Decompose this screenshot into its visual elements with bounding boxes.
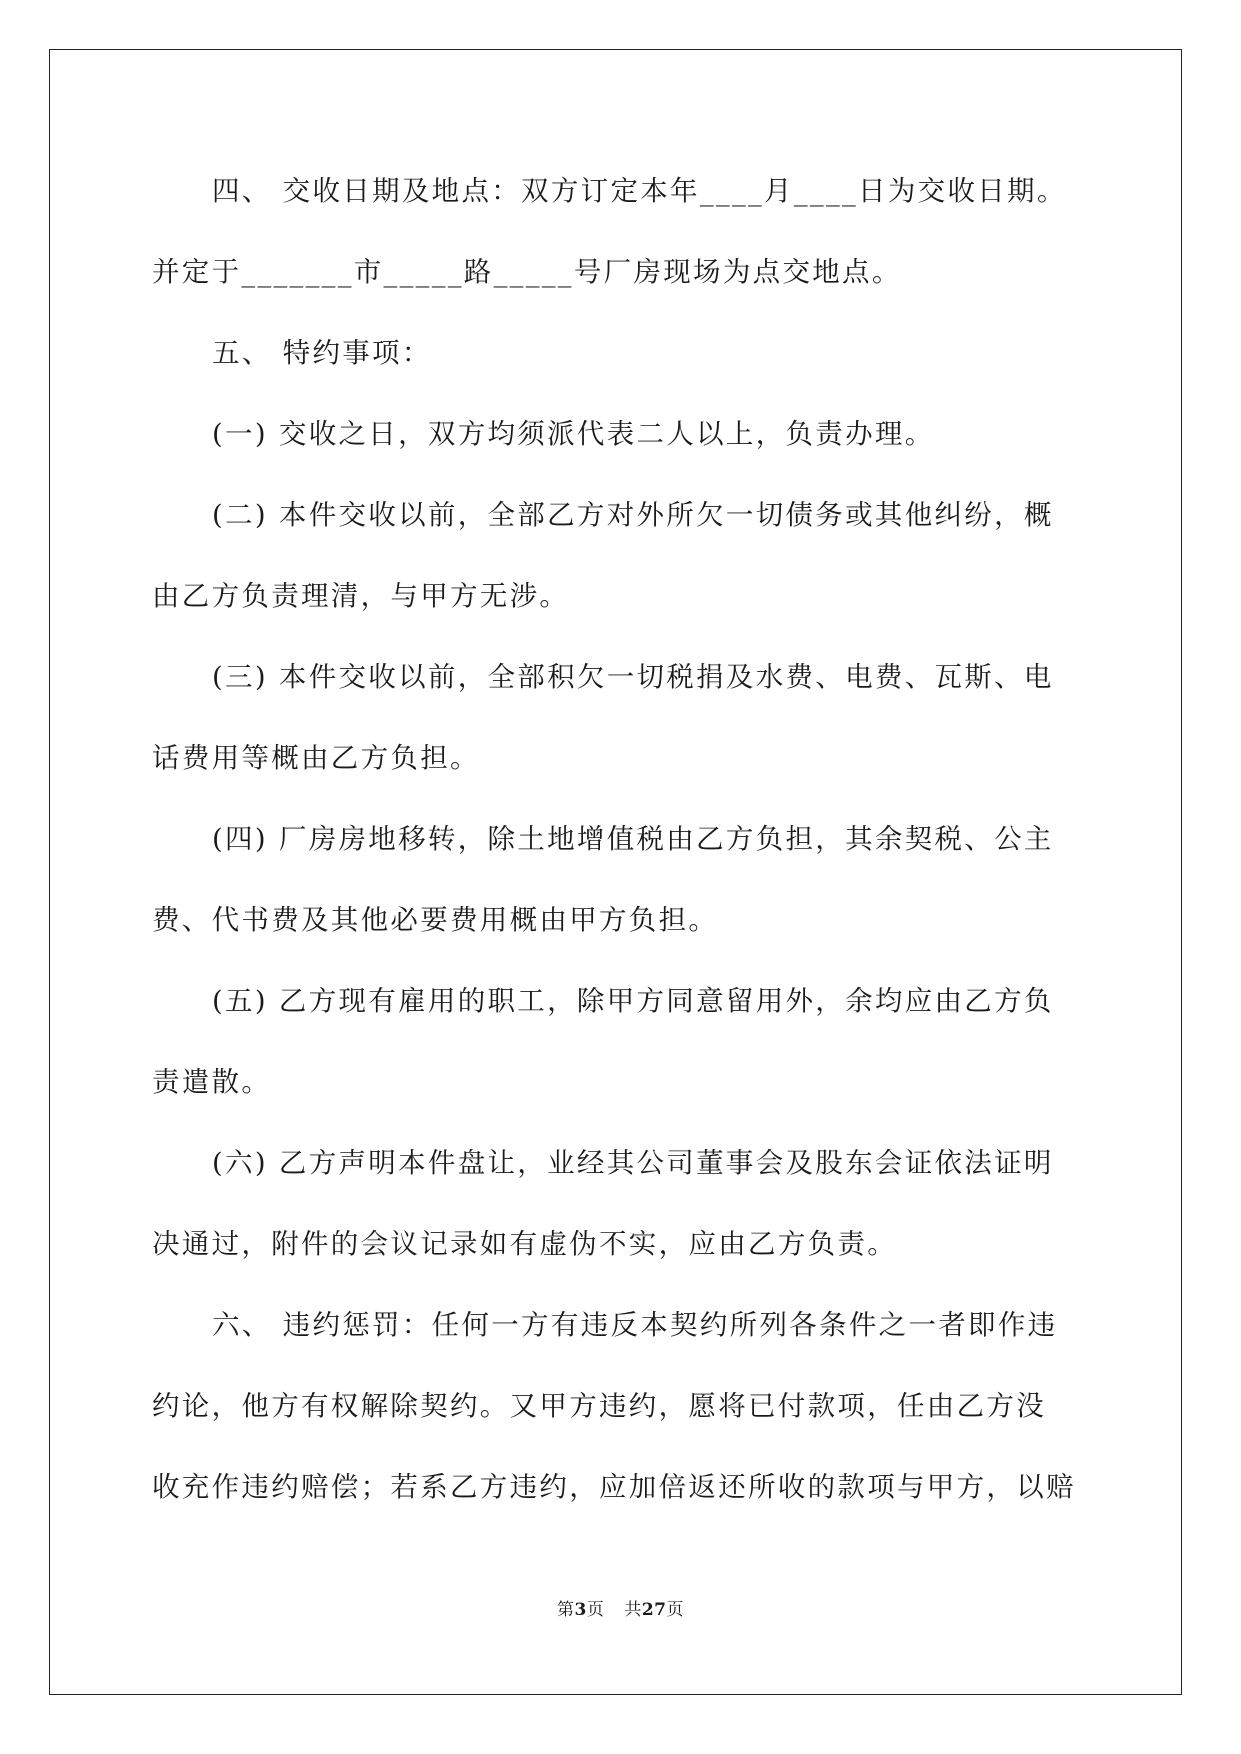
paragraph-line: 并定于_______市_____路_____号厂房现场为点交地点。 [152,256,902,288]
document-body [152,165,1082,1542]
paragraph-line: (三) 本件交收以前，全部积欠一切税捐及水费、电费、瓦斯、电 [212,661,1054,693]
paragraph-line: (一) 交收之日，双方均须派代表二人以上，负责办理。 [212,418,935,450]
paragraph-line: (五) 乙方现有雇用的职工，除甲方同意留用外，余均应由乙方负 [212,985,1054,1017]
paragraph-line: 责遣散。 [152,1066,272,1098]
paragraph-line: 由乙方负责理清，与甲方无涉。 [152,580,570,612]
paragraph-line: 话费用等概由乙方负担。 [152,742,480,774]
paragraph-line: 四、 交收日期及地点：双方订定本年____月____日为交收日期。 [212,175,1067,207]
total-prefix: 共 [624,1600,642,1620]
total-suffix: 页 [666,1600,684,1620]
page-footer [0,1595,1241,1620]
page-number: 3 [574,1600,587,1620]
page-prefix: 第 [556,1600,575,1620]
paragraph-line: (二) 本件交收以前，全部乙方对外所欠一切债务或其他纠纷，概 [212,499,1054,531]
paragraph-line: 收充作违约赔偿；若系乙方违约，应加倍返还所收的款项与甲方，以赔 [152,1471,1076,1503]
section-heading: 五、 特约事项： [212,337,432,369]
total-pages: 27 [641,1600,667,1620]
paragraph-line: (四) 厂房房地移转，除土地增值税由乙方负担，其余契税、公主 [212,823,1054,855]
paragraph-line: 约论，他方有权解除契约。又甲方违约，愿将已付款项，任由乙方没 [152,1390,1046,1422]
paragraph-line: 决通过，附件的会议记录如有虚伪不实，应由乙方负责。 [152,1228,897,1260]
page-suffix: 页 [586,1600,605,1620]
paragraph-line: 费、代书费及其他必要费用概由甲方负担。 [152,904,719,936]
paragraph-line: 六、 违约惩罚：任何一方有违反本契约所列各条件之一者即作违 [212,1309,1058,1341]
paragraph-line: (六) 乙方声明本件盘让，业经其公司董事会及股东会证依法证明 [212,1147,1054,1179]
